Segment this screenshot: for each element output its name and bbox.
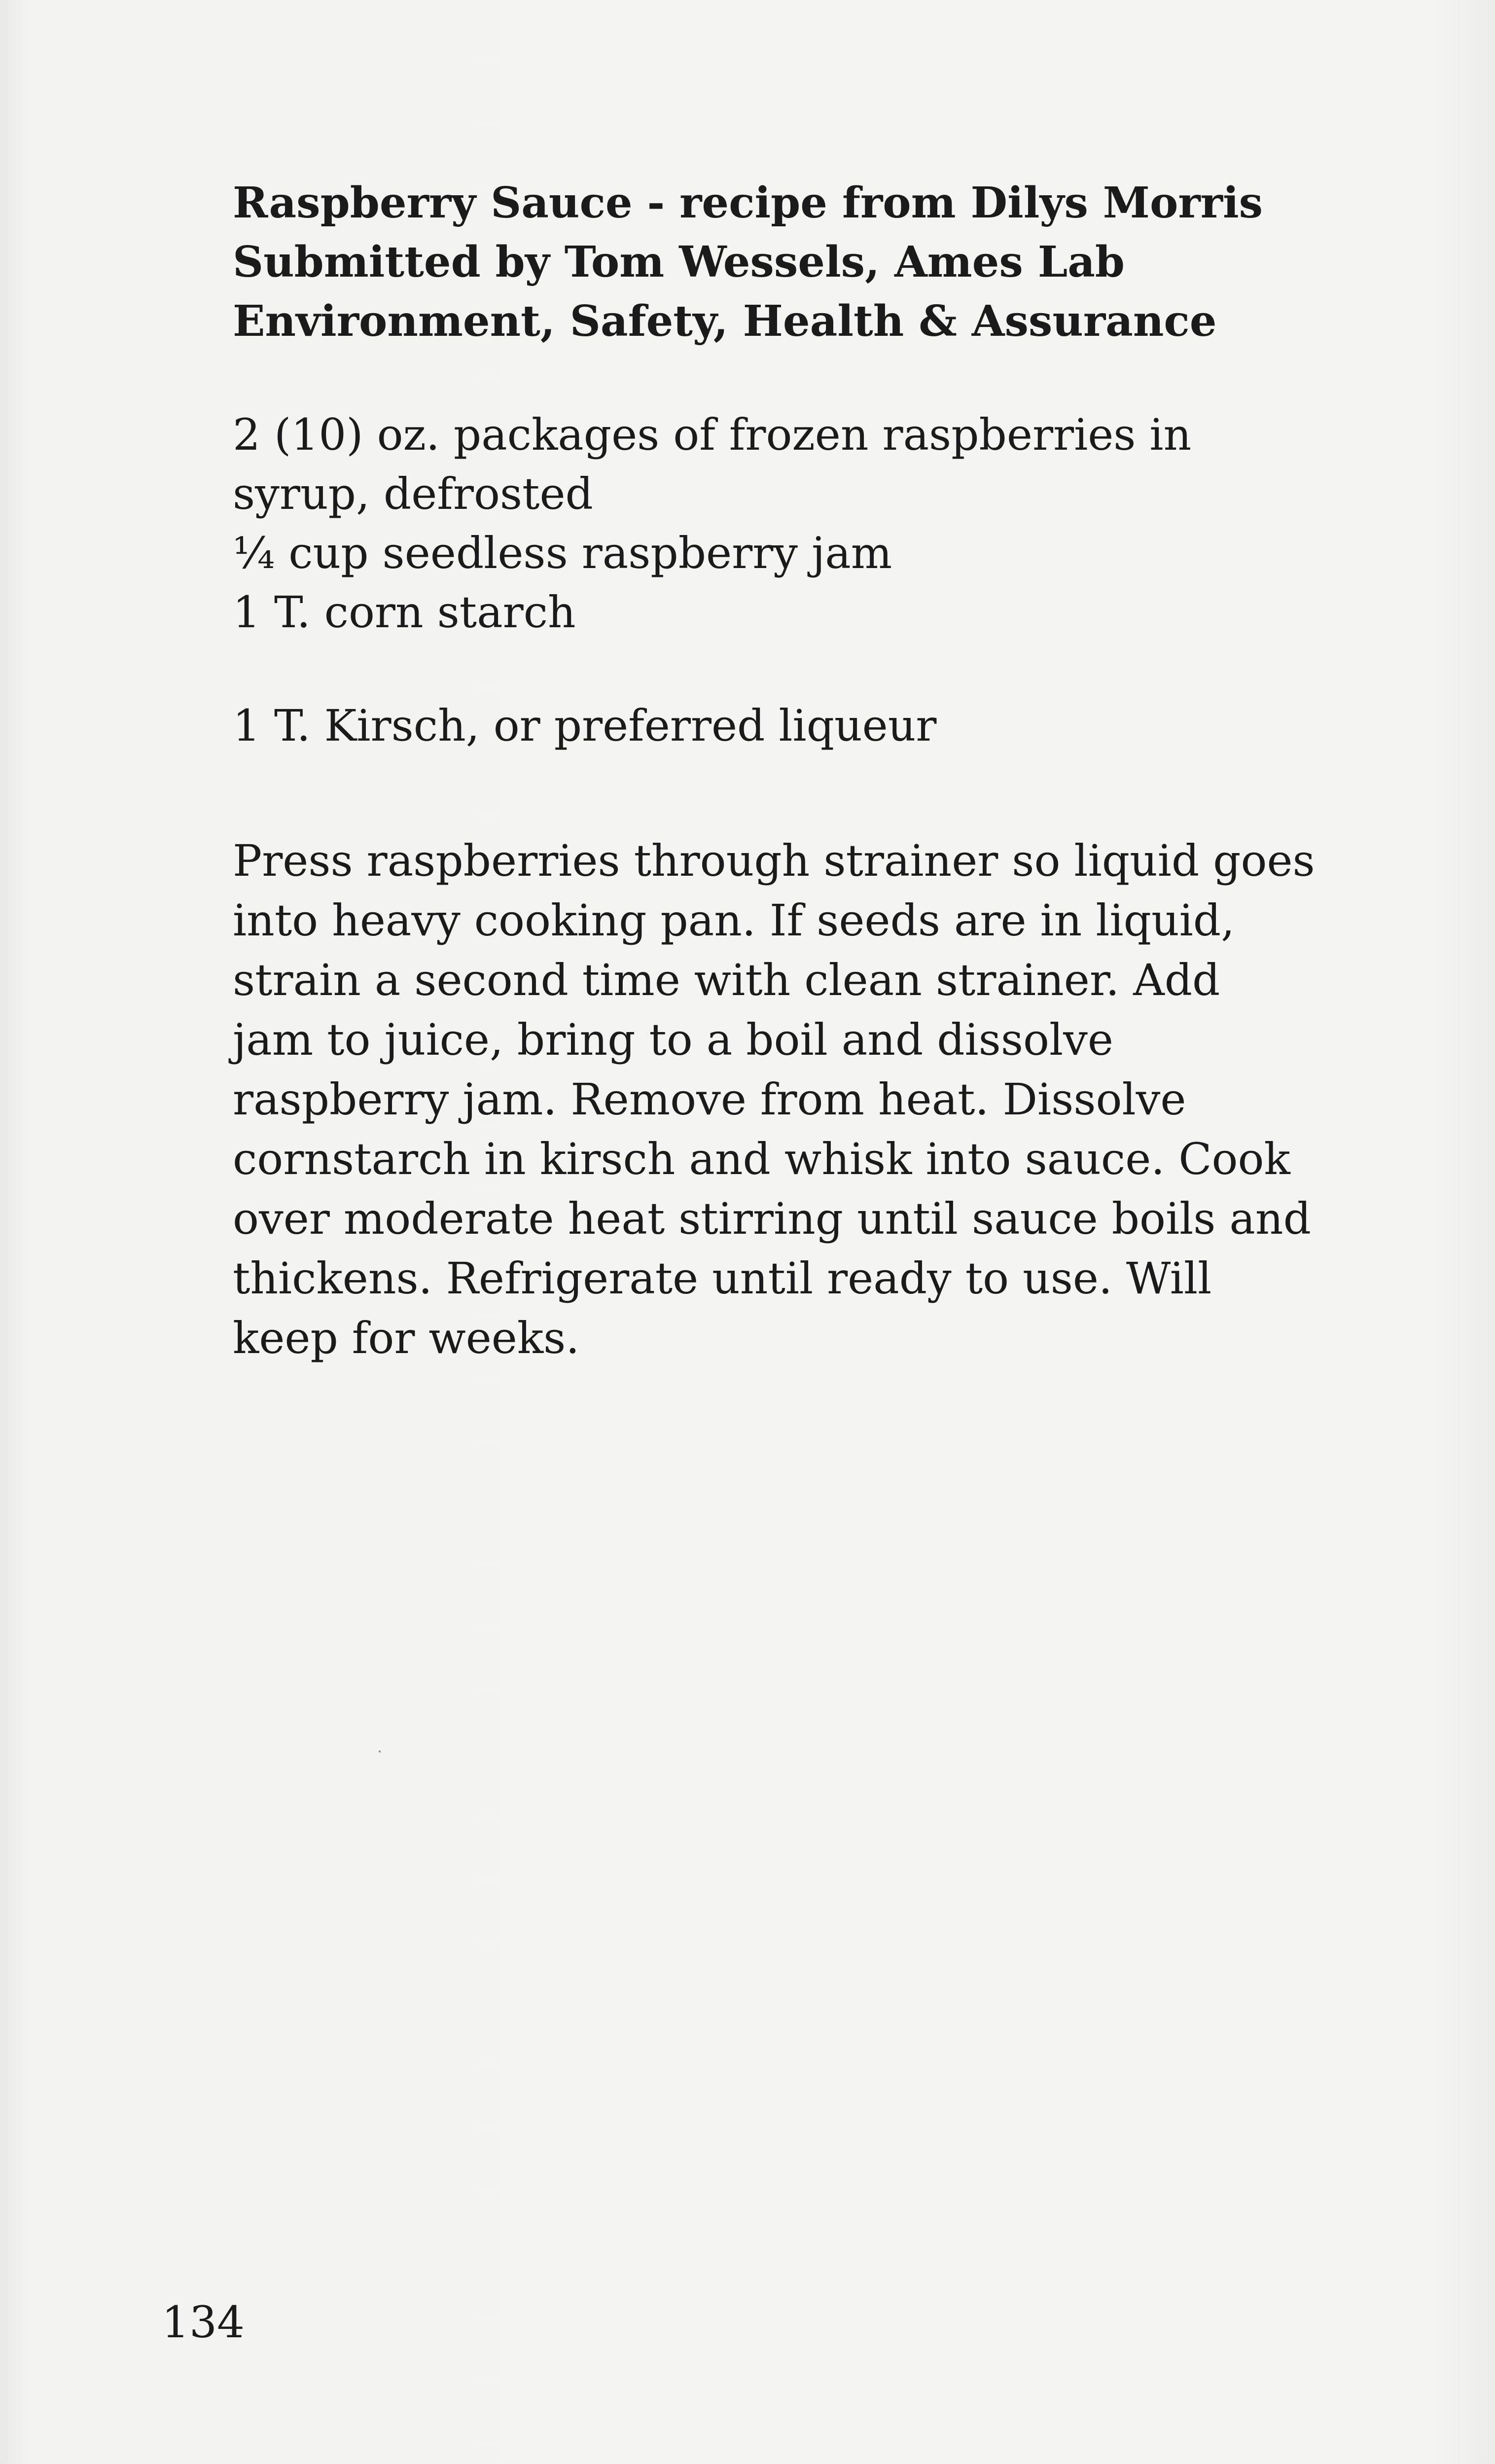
instruction-line: jam to juice, bring to a boil and dissolve	[233, 1014, 1113, 1065]
ingredient-line: 2 (10) oz. packages of frozen raspberries in	[233, 409, 1192, 460]
recipe-submitter: Submitted by Tom Wessels, Ames Lab	[233, 237, 1125, 287]
instruction-line: strain a second time with clean strainer. Add	[233, 955, 1220, 1005]
paper-speck	[379, 1750, 381, 1752]
page-number: 134	[162, 2297, 245, 2348]
recipe-heading	[233, 174, 1382, 351]
ingredient-line: ¼ cup seedless raspberry jam	[233, 528, 892, 578]
instruction-line: keep for weeks.	[233, 1313, 580, 1363]
ingredient-line: syrup, defrosted	[233, 468, 593, 519]
instruction-line: raspberry jam. Remove from heat. Dissolve	[233, 1074, 1186, 1125]
ingredient-line: 1 T. corn starch	[233, 587, 576, 638]
instructions-paragraph	[233, 831, 1382, 1368]
instruction-line: into heavy cooking pan. If seeds are in liquid,	[233, 895, 1235, 946]
spacer	[233, 642, 1382, 696]
ingredient-line: 1 T. Kirsch, or preferred liqueur	[233, 700, 937, 751]
recipe-department: Environment, Safety, Health & Assurance	[233, 296, 1217, 346]
ingredient-list	[233, 405, 1382, 755]
instruction-line: cornstarch in kirsch and whisk into sauce. Cook	[233, 1134, 1290, 1184]
instruction-line: thickens. Refrigerate until ready to use. Will	[233, 1253, 1212, 1304]
instruction-line: over moderate heat stirring until sauce boils and	[233, 1193, 1311, 1244]
recipe-title: Raspberry Sauce - recipe from Dilys Morris	[233, 178, 1263, 228]
instruction-line: Press raspberries through strainer so liquid goes	[233, 835, 1315, 886]
